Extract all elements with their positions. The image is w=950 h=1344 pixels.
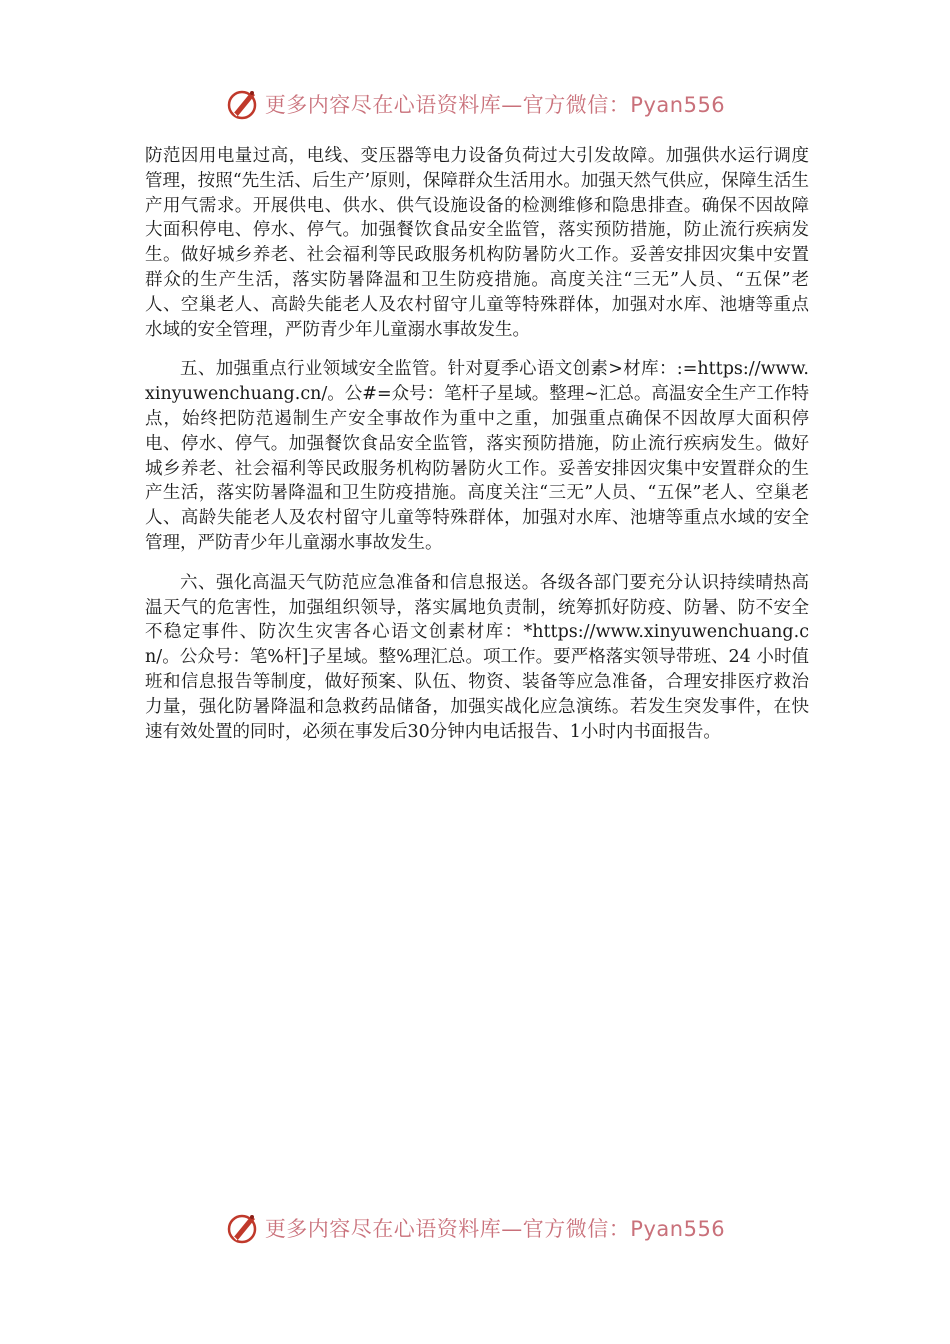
paragraph-section-6: 六、强化高温天气防范应急准备和信息报送。各级各部门要充分认识持续晴热高温天气的危害性，加强组织领导，落实属地负责制，统筹抓好防疫、防暑、防不安全不稳定事件、防次生灾害各心语文创素材库：*https://www.xinyuwenchuang.cn/。公众号：笔%杆]子星域。整%理汇总。项工作。要严格落实领导带班、24 小时值班和信息报告等制度，做好预案、队伍、物资、装备等应急准备，合理安排医疗救治力量，强化防暑降温和急救药品储备，加强实战化应急演练。若发生突发事件，在快速有效处置的同时，必须在事发后30分钟内电话报告、1小时内书面报告。 bbox=[145, 572, 809, 742]
footer-banner bbox=[0, 1208, 950, 1248]
paragraph-continued: 防范因用电量过高，电线、变压器等电力设备负荷过大引发故障。加强供水运行调度管理，按照“先生活、后生产’原则，保障群众生活用水。加强天然气供应，保障生活生产用气需求。开展供电、供水、供气设施设备的检测维修和隐患排查。确保不因故障大面积停电、停水、停气。加强餐饮食品安全监管，落实预防措施，防止流行疾病发生。做好城乡养老、社会福利等民政服务机构防暑防火工作。妥善安排因灾集中安置群众的生产生活，落实防暑降温和卫生防疫措施。高度关注“三无”人员、“五保”老人、空巢老人、高龄失能老人及农村留守儿童等特殊群体，加强对水库、池塘等重点水域的安全管理，严防青少年儿童溺水事故发生。 bbox=[145, 146, 809, 340]
paragraph-section-5: 五、加强重点行业领域安全监管。针对夏季心语文创素>材库：:=https://www.xinyuwenchuang.cn/。公#=众号：笔杆子星域。整理~汇总。高温安全生产工作特点，始终把防范遏制生产安全事故作为重中之重，加强重点确保不因故厚大面积停电、停水、停气。加强餐饮食品安全监管，落实预防措施，防止流行疾病发生。做好城乡养老、社会福利等民政服务机构防暑防火工作。妥善安排因灾集中安置群众的生产生活，落实防暑降温和卫生防疫措施。高度关注“三无”人员、“五保”老人、空巢老人、高龄失能老人及农村留守儿童等特殊群体，加强对水库、池塘等重点水域的安全管理，严防青少年儿童溺水事故发生。 bbox=[145, 359, 809, 553]
document-body bbox=[145, 144, 809, 759]
footer-banner-text: 更多内容尽在心语资料库—官方微信：Pyan556 bbox=[264, 1217, 726, 1241]
pen-logo-icon bbox=[225, 86, 261, 122]
header-banner-text: 更多内容尽在心语资料库—官方微信：Pyan556 bbox=[264, 93, 726, 117]
header-banner bbox=[0, 84, 950, 124]
pen-logo-icon bbox=[225, 1210, 261, 1246]
